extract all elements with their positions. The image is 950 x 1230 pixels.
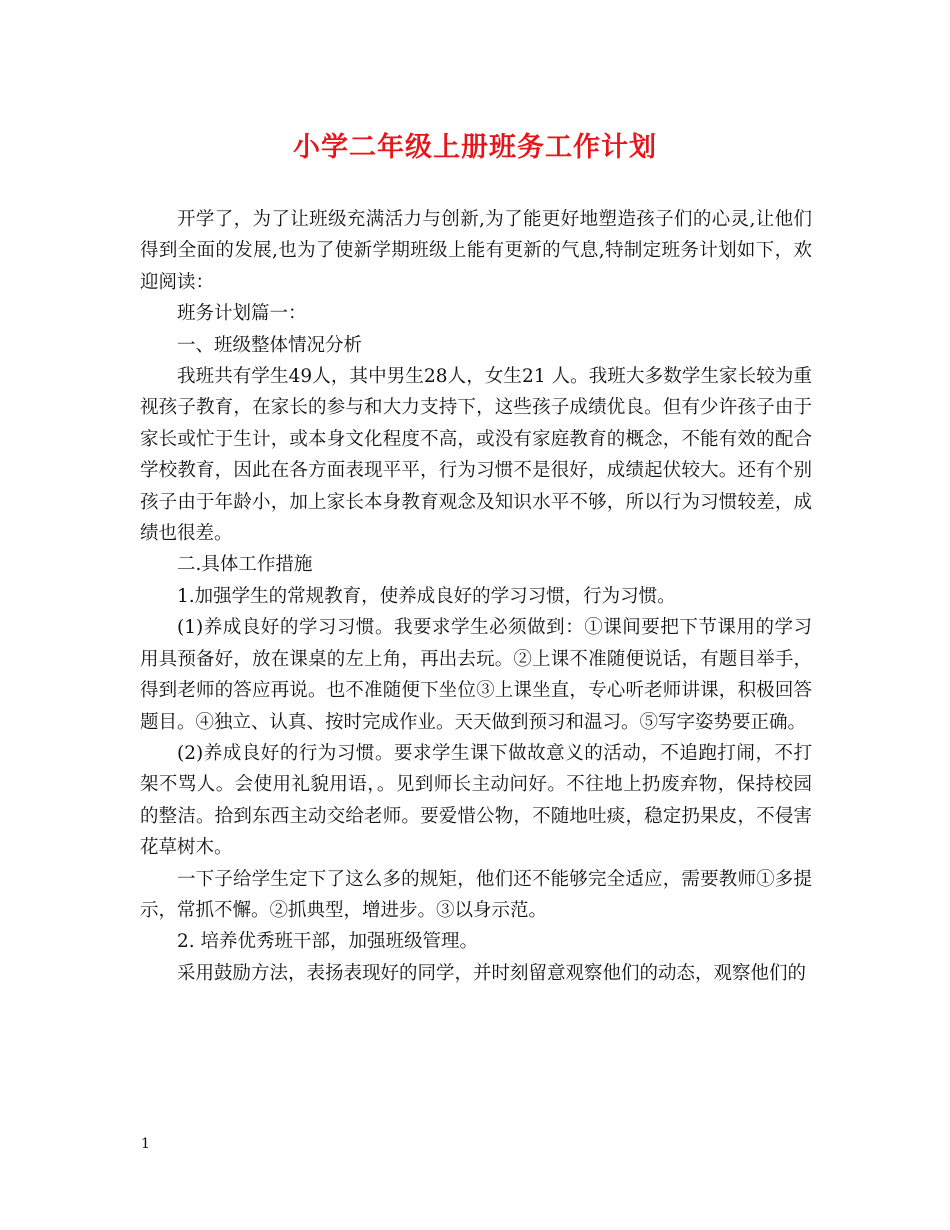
paragraph-measure-1: 1.加强学生的常规教育，使养成良好的学习习惯，行为习惯。 xyxy=(177,585,676,607)
document-body xyxy=(140,204,812,989)
section-heading-analysis: 一、班级整体情况分析 xyxy=(177,334,363,356)
paragraph-teacher-guidance: 一下子给学生定下了这么多的规矩，他们还不能够完全适应，需要教师①多提示，常抓不懈。②抓典型，增进步。③以身示范。 xyxy=(140,868,812,921)
paragraph-behavior-habits: (2)养成良好的行为习惯。要求学生课下做故意义的活动，不追跑打闹，不打架不骂人。会使用礼貌用语，。见到师长主动问好。不往地上扔废弃物，保持校园的整洁。拾到东西主动交给老师。要爱惜公物，不随地吐痰，稳定扔果皮，不侵害花草树木。 xyxy=(140,742,812,859)
document-title: 小学二年级上册班务工作计划 xyxy=(293,132,657,163)
paragraph-plan-heading: 班务计划篇一： xyxy=(177,303,307,325)
paragraph-encouragement: 采用鼓励方法，表扬表现好的同学，并时刻留意观察他们的动态，观察他们的 xyxy=(177,962,807,984)
paragraph-measure-2: 2. 培养优秀班干部，加强班级管理。 xyxy=(177,931,479,953)
section-heading-measures: 二.具体工作措施 xyxy=(177,554,313,576)
paragraph-study-habits: (1)养成良好的学习习惯。我要求学生必须做到：①课间要把下节课用的学习用具预备好，放在课桌的左上角，再出去玩。②上课不准随便说话，有题目举手，得到老师的答应再说。也不准随便下坐位③上课坐直，专心听老师讲课，积极回答题目。④独立、认真、按时完成作业。天天做到预习和温习。⑤写字姿势要正确。 xyxy=(140,617,812,733)
paragraph-intro: 开学了，为了让班级充满活力与创新,为了能更好地塑造孩子们的心灵,让他们得到全面的发展,也为了使新学期班级上能有更新的气息,特制定班务计划如下，欢迎阅读： xyxy=(140,209,812,293)
page-number: 1 xyxy=(141,1136,150,1152)
paragraph-class-analysis: 我班共有学生49人，其中男生28人，女生21 人。我班大多数学生家长较为重视孩子教育，在家长的参与和大力支持下，这些孩子成绩优良。但有少许孩子由于家长或忙于生计，或本身文化程度不高，或没有家庭教育的概念，不能有效的配合学校教育，因此在各方面表现平平，行为习惯不是很好，成绩起伏较大。还有个别孩子由于年龄小，加上家长本身教育观念及知识水平不够，所以行为习惯较差，成绩也很差。 xyxy=(140,366,812,545)
